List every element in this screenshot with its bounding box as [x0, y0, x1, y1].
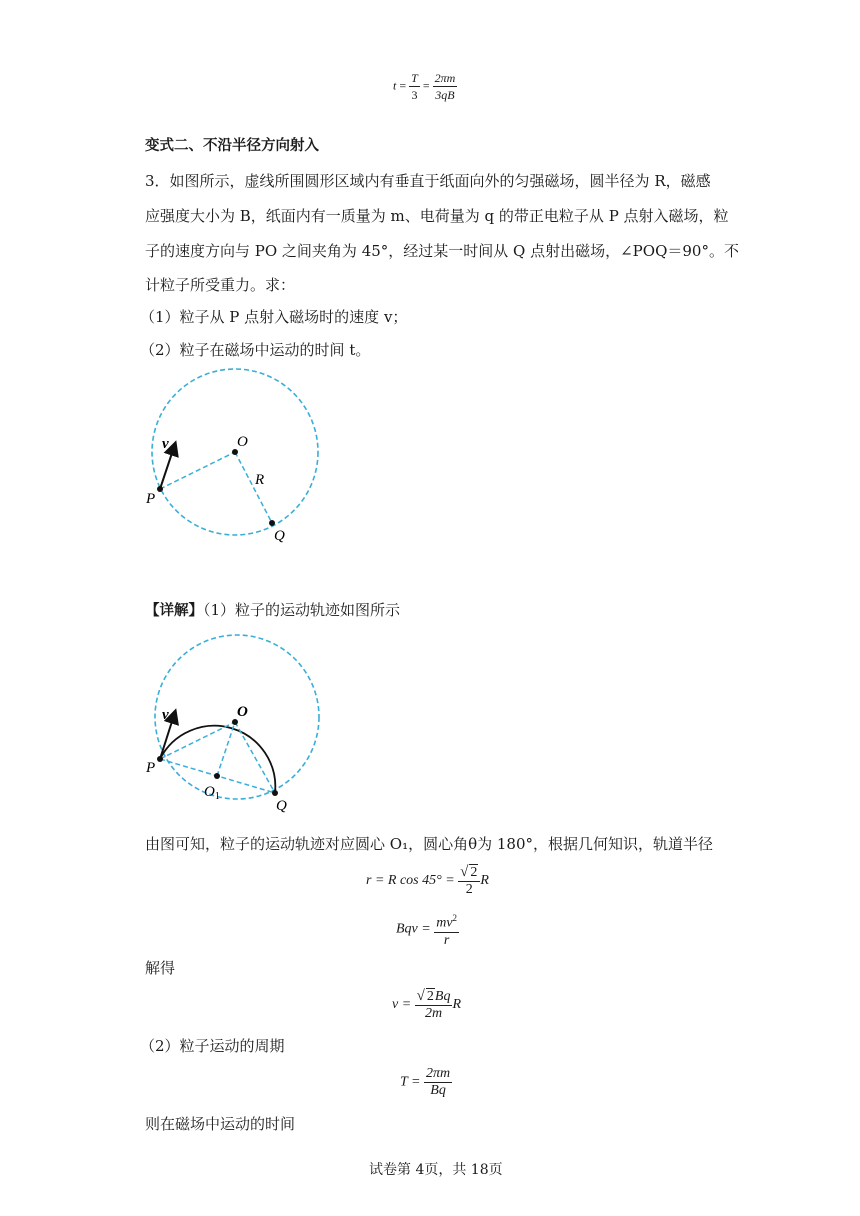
- equation-lorentz-force: Bqv = $\frac{mv^2}{r}$: [396, 910, 459, 949]
- label-O: O: [237, 704, 248, 720]
- section-title: 变式二、不沿半径方向射入: [145, 138, 319, 154]
- point-O1: [214, 773, 220, 779]
- solution-analysis: 由图可知，粒子的运动轨迹对应圆心 O₁，圆心角θ为 180°，根据几何知识，轨道半径: [145, 835, 714, 853]
- label-v: v: [162, 707, 169, 723]
- problem-line-2: 应强度大小为 B，纸面内有一质量为 m、电荷量为 q 的带正电粒子从 P 点射入磁场，粒: [145, 207, 729, 225]
- label-O: O: [237, 434, 248, 450]
- solution-solve: 解得: [145, 959, 176, 977]
- trajectory-arc: [160, 726, 275, 793]
- solution-header: [145, 600, 400, 621]
- problem-line-4: 计粒子所受重力。求：: [145, 276, 296, 294]
- equation-velocity: v = $\frac{√ 2Bq}{2m}$ R: [392, 988, 462, 1021]
- solution-then: 则在磁场中运动的时间: [145, 1115, 296, 1133]
- formula-top-lhs: t: [393, 78, 397, 93]
- label-Q: Q: [274, 528, 285, 544]
- point-P: [157, 486, 163, 492]
- question-1: （1）粒子从 P 点射入磁场时的速度 v；: [140, 308, 408, 326]
- question-2: （2）粒子在磁场中运动的时间 t。: [140, 341, 371, 359]
- solution-part2: （2）粒子运动的周期: [140, 1037, 285, 1055]
- label-P: P: [146, 491, 156, 507]
- label-O1: $O_1$: [204, 784, 220, 802]
- equation-radius: r = R cos 45° = $\frac{√ 2}{2}$ R: [366, 864, 489, 897]
- solution-intro: （1）粒子的运动轨迹如图所示: [203, 601, 401, 619]
- solution-tag: 【详解】: [145, 603, 203, 619]
- equation-period: T = $\frac{2\pi m}{Bq}$: [400, 1066, 451, 1098]
- formula-top-frac1: $\frac{T}{3}$: [411, 71, 418, 102]
- figure-1-diagram: [140, 368, 340, 548]
- label-v: v: [162, 436, 169, 452]
- figure-2-diagram: [140, 626, 340, 816]
- segment-OQ: [235, 452, 272, 523]
- label-R: R: [255, 472, 265, 488]
- label-Q: Q: [276, 798, 287, 814]
- formula-top-frac2: $\frac{2\pi m}{3qB}$: [434, 71, 456, 102]
- problem-line-3: 子的速度方向与 PO 之间夹角为 45°，经过某一时间从 Q 点射出磁场，∠POQ＝90°。不: [145, 242, 739, 260]
- point-P: [157, 756, 163, 762]
- label-P: P: [146, 760, 156, 776]
- point-Q: [269, 520, 275, 526]
- page-footer: 试卷第 4页，共 18页: [369, 1162, 503, 1178]
- point-Q: [272, 790, 278, 796]
- problem-line-1: 3．如图所示，虚线所围圆形区域内有垂直于纸面向外的匀强磁场，圆半径为 R，磁感: [145, 172, 711, 190]
- formula-top: t = $\frac{T}{3}$ = $\frac{2\pi m}{3qB}$: [393, 71, 456, 102]
